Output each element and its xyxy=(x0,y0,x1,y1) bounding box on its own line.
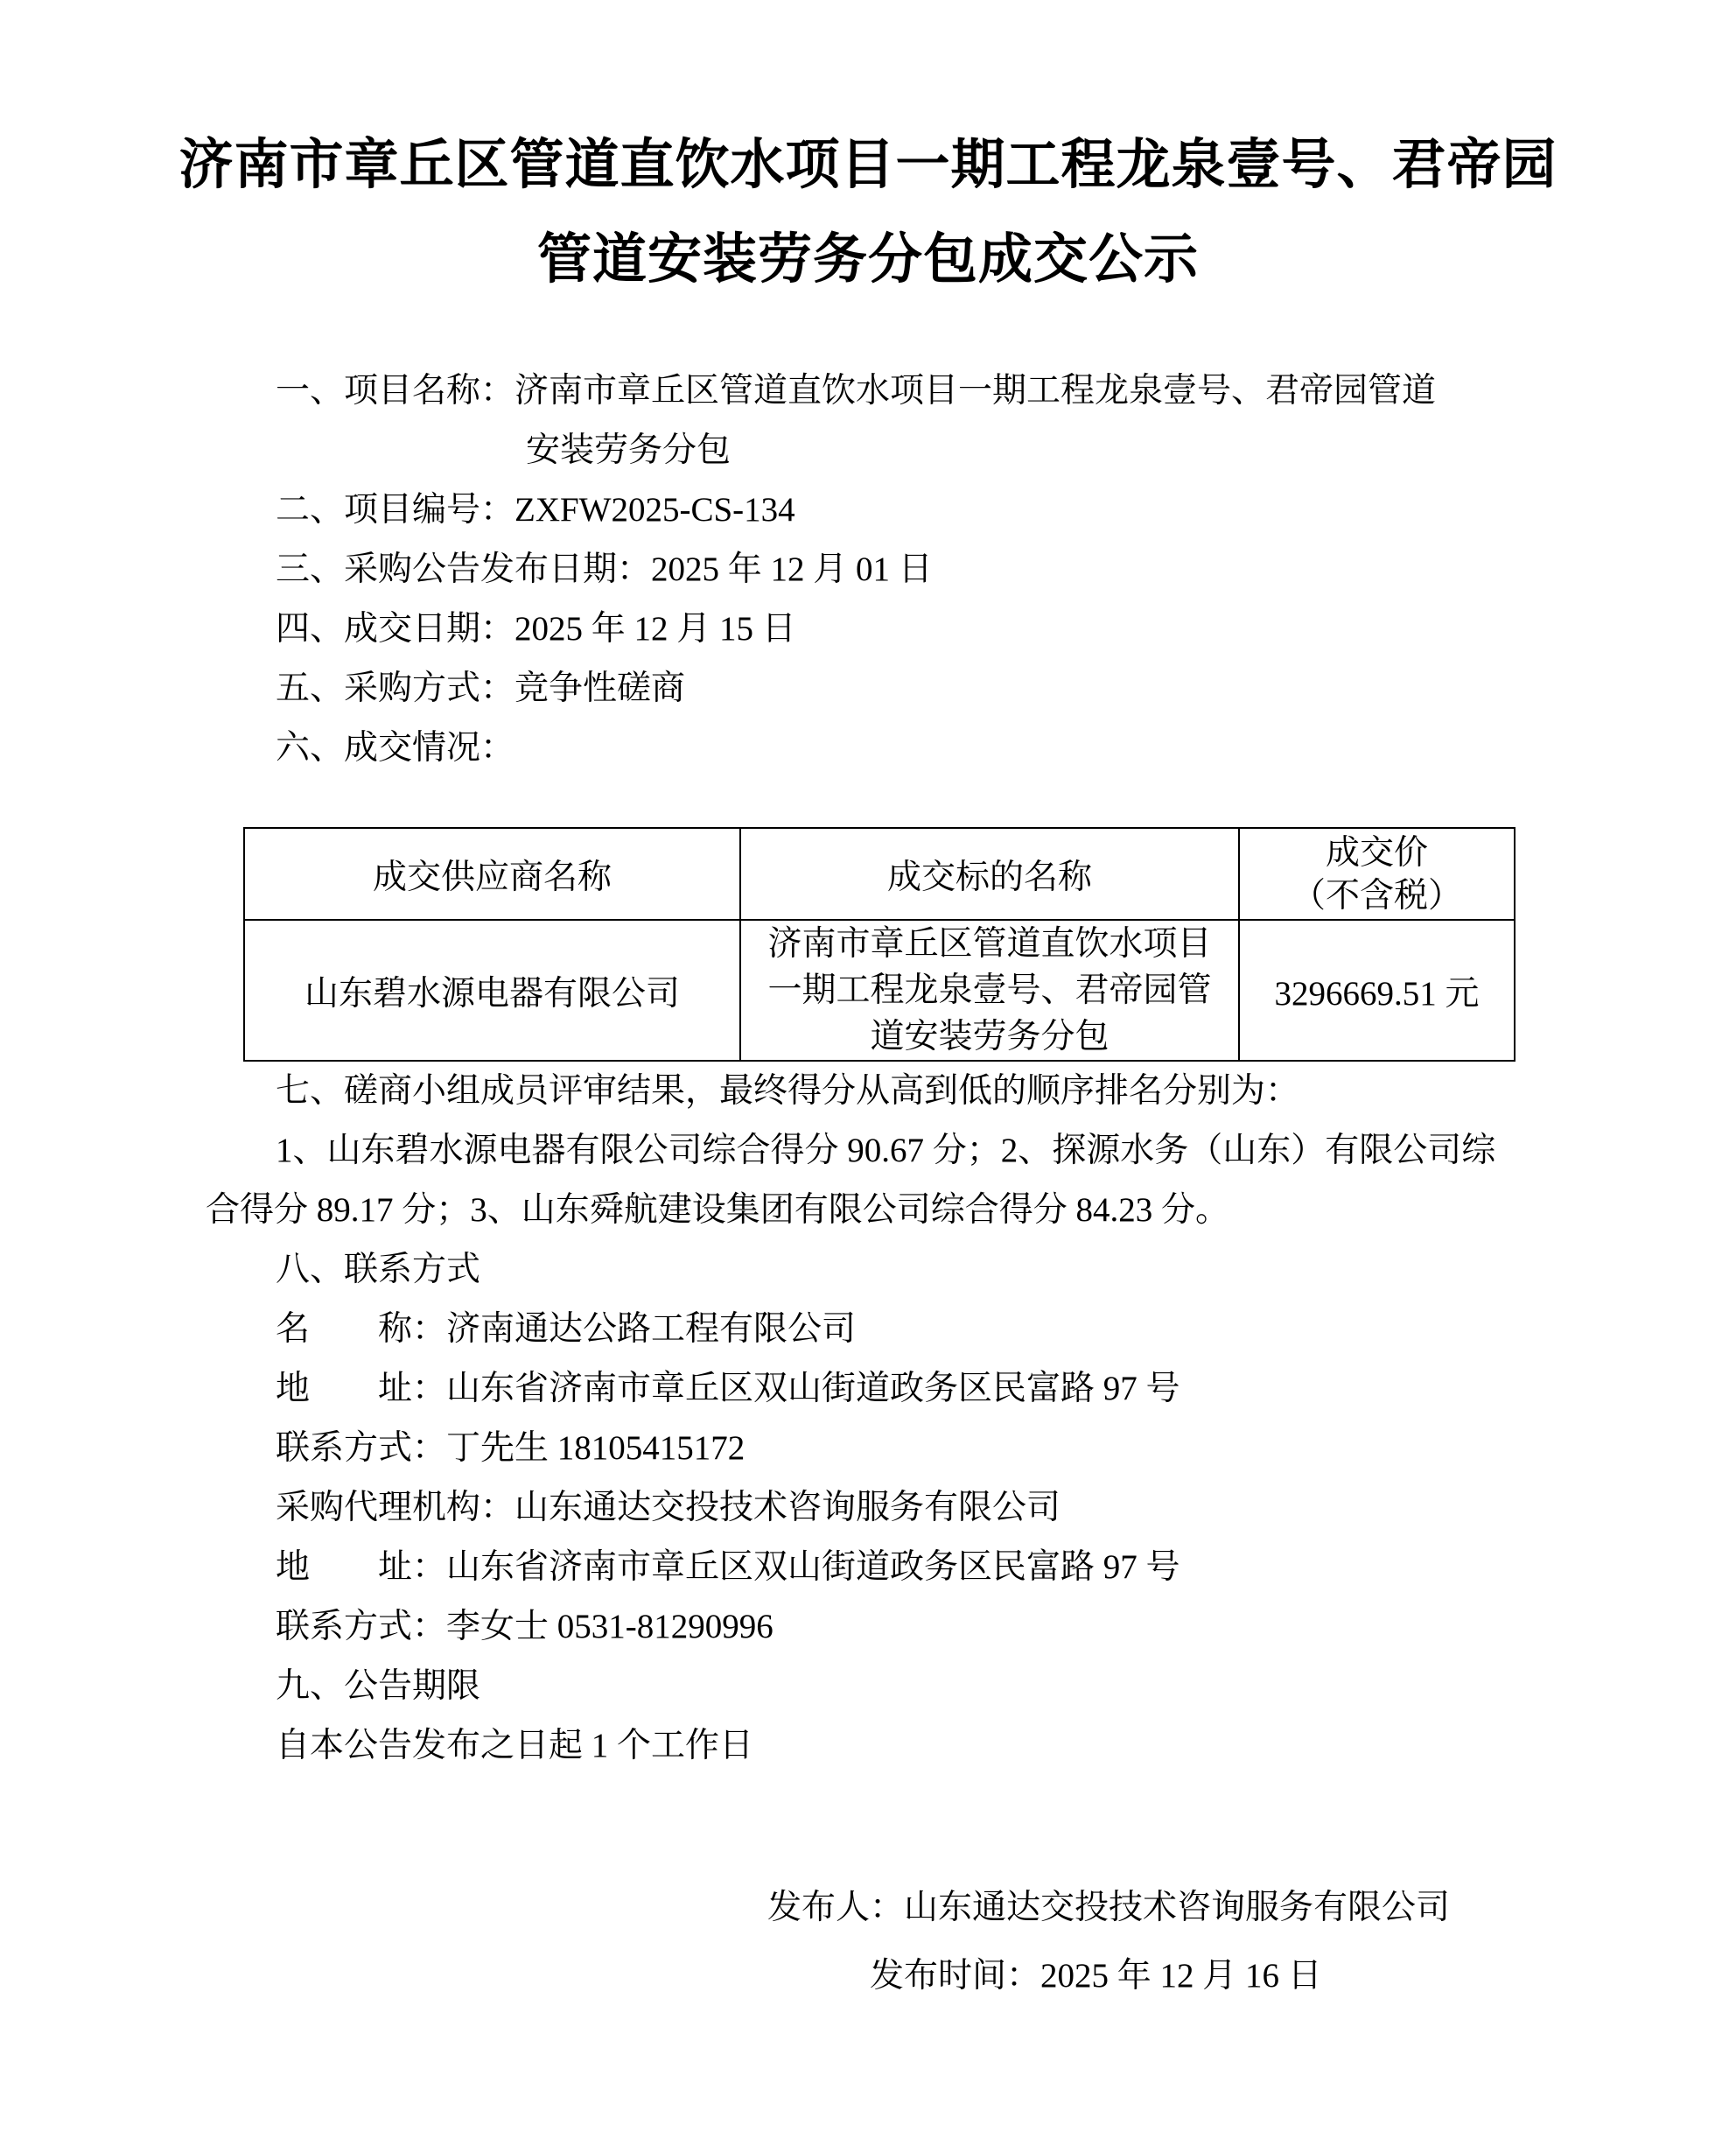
period-heading-line: 九、公告期限 xyxy=(276,1667,481,1705)
project-name-line: 一、项目名称：济南市章丘区管道直饮水项目一期工程龙泉壹号、君帝园管道 xyxy=(276,372,1437,410)
award-date-line: 四、成交日期：2025 年 12 月 15 日 xyxy=(276,610,796,648)
award-info-heading-line: 六、成交情况： xyxy=(276,729,515,767)
award-table-header-row xyxy=(244,828,1515,920)
price-header-line-2: （不含税） xyxy=(1291,876,1462,915)
purchaser-name-line: 名 称：济南通达公路工程有限公司 xyxy=(276,1310,857,1348)
contact-heading-line: 八、联系方式 xyxy=(276,1251,481,1288)
subject-name-cell xyxy=(740,920,1239,1061)
award-table xyxy=(243,827,1516,1062)
project-number-line: 二、项目编号：ZXFW2025-CS-134 xyxy=(276,491,795,529)
agency-line: 采购代理机构：山东通达交投技术咨询服务有限公司 xyxy=(276,1489,1061,1526)
ranking-line-2: 合得分 89.17 分；3、山东舜航建设集团有限公司综合得分 84.23 分。 xyxy=(206,1191,1230,1229)
supplier-name-header: 成交供应商名称 xyxy=(244,828,740,920)
agency-address-line: 地 址：山东省济南市章丘区双山街道政务区民富路 97 号 xyxy=(276,1548,1180,1586)
project-name-continuation: 安装劳务分包 xyxy=(526,431,732,469)
title-line-1: 济南市章丘区管道直饮水项目一期工程龙泉壹号、君帝园 xyxy=(178,136,1558,195)
agency-contact-line: 联系方式：李女士 0531-81290996 xyxy=(276,1608,774,1645)
ranking-line-1: 1、山东碧水源电器有限公司综合得分 90.67 分；2、探源水务（山东）有限公司综 xyxy=(276,1132,1496,1169)
price-header-line-1: 成交价 xyxy=(1325,833,1428,872)
purchaser-contact-line: 联系方式：丁先生 18105415172 xyxy=(276,1429,746,1467)
publish-time-line: 发布时间：2025 年 12 月 16 日 xyxy=(870,1957,1322,1995)
purchaser-address-line: 地 址：山东省济南市章丘区双山街道政务区民富路 97 号 xyxy=(276,1370,1180,1407)
review-result-line: 七、磋商小组成员评审结果，最终得分从高到低的顺序排名分别为： xyxy=(276,1072,1300,1110)
price-header xyxy=(1239,828,1515,920)
supplier-name-cell: 山东碧水源电器有限公司 xyxy=(244,920,740,1061)
period-line: 自本公告发布之日起 1 个工作日 xyxy=(276,1727,754,1764)
publisher-line: 发布人：山东通达交投技术咨询服务有限公司 xyxy=(767,1889,1451,1926)
announcement-date-line: 三、采购公告发布日期：2025 年 12 月 01 日 xyxy=(276,551,933,588)
document-footer xyxy=(206,1874,1561,2010)
title-line-2: 管道安装劳务分包成交公示 xyxy=(536,230,1199,290)
award-table-row xyxy=(244,920,1515,1061)
procurement-method-line: 五、采购方式：竞争性磋商 xyxy=(276,670,686,707)
subject-name-text: 济南市章丘区管道直饮水项目一期工程龙泉壹号、君帝园管道安装劳务分包 xyxy=(767,925,1212,1055)
subject-name-header: 成交标的名称 xyxy=(740,828,1239,920)
document-body xyxy=(0,361,1736,2010)
price-cell: 3296669.51 元 xyxy=(1239,920,1515,1061)
page-title xyxy=(0,118,1736,307)
